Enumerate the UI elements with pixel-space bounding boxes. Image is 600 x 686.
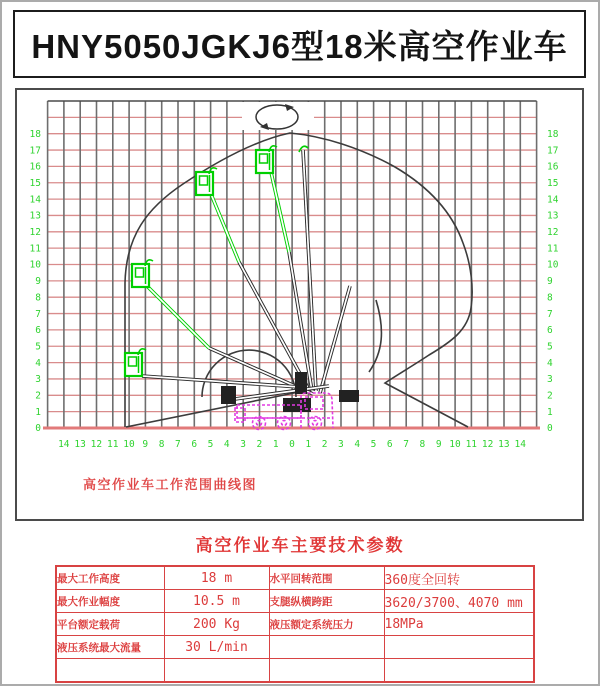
spec-table-row — [56, 636, 534, 659]
axis-tick-label: 1 — [35, 406, 41, 418]
axis-tick-label: 9 — [435, 439, 442, 450]
spec-label-cell: 平台额定载荷 — [56, 613, 164, 636]
axis-tick-label: 2 — [321, 439, 328, 450]
basket-icon — [256, 146, 277, 173]
spec-value-cell: 30 L/min — [164, 636, 269, 659]
axis-tick-label: 1 — [272, 439, 279, 450]
axis-tick-label: 13 — [74, 439, 86, 450]
axis-tick-label: 7 — [175, 439, 181, 450]
spec-value-cell: 3620/3700、4070 mm — [384, 590, 534, 613]
spec-table-title: 高空作业车主要技术参数 — [195, 536, 405, 555]
axis-tick-label: 16 — [29, 161, 41, 173]
boom-positions-layer — [142, 150, 350, 399]
axis-tick-label: 14 — [514, 439, 526, 450]
axis-tick-label: 15 — [29, 177, 41, 189]
axis-tick-label: 4 — [354, 439, 361, 450]
spec-table-row — [56, 590, 534, 613]
basket-icon — [132, 260, 153, 287]
axis-tick-label: 13 — [498, 439, 510, 450]
spec-value-cell — [164, 659, 269, 683]
axis-tick-label: 10 — [547, 259, 559, 271]
axis-tick-label: 1 — [547, 406, 553, 418]
rotation-indicator-icon — [242, 102, 314, 130]
spec-table-row — [56, 566, 534, 590]
axis-tick-label: 7 — [547, 308, 553, 320]
envelope-lower-left-limit — [126, 392, 299, 427]
boom-section-green — [211, 194, 239, 262]
axis-tick-label: 18 — [29, 128, 41, 140]
axis-tick-label: 14 — [547, 194, 559, 206]
axis-tick-label: 14 — [29, 194, 41, 206]
axis-tick-label: 12 — [547, 227, 559, 238]
spec-label-cell — [56, 659, 164, 683]
axis-tick-label: 4 — [223, 439, 230, 450]
axis-tick-label: 8 — [158, 439, 165, 450]
axis-tick-label: 16 — [547, 161, 559, 173]
axis-tick-label: 10 — [29, 259, 41, 271]
spec-label-cell — [269, 636, 384, 659]
axis-tick-label: 2 — [35, 390, 41, 402]
axis-tick-label: 8 — [547, 292, 553, 304]
axis-tick-label: 10 — [449, 439, 461, 450]
axis-tick-label: 12 — [90, 439, 103, 450]
axis-tick-label: 0 — [289, 439, 295, 450]
axis-tick-label: 5 — [207, 439, 214, 450]
axis-tick-label: 12 — [29, 227, 41, 238]
axis-tick-label: 13 — [29, 210, 41, 222]
axis-tick-label: 14 — [58, 439, 70, 450]
axis-tick-label: 11 — [465, 439, 478, 450]
axis-tick-label: 0 — [547, 423, 553, 435]
spec-value-cell: 18 m — [164, 566, 269, 590]
axis-tick-label: 17 — [29, 145, 41, 157]
axis-tick-label: 3 — [35, 374, 41, 386]
page-title: HNY5050JGKJ6型18米高空作业车 — [31, 27, 568, 65]
basket-icon — [125, 349, 146, 376]
axis-tick-label: 3 — [547, 374, 553, 386]
axis-tick-label: 2 — [256, 439, 263, 450]
axis-tick-label: 3 — [338, 439, 344, 450]
axis-tick-label: 3 — [240, 439, 246, 450]
turret-fan-arc — [369, 300, 381, 372]
spec-value-cell — [384, 659, 534, 683]
boom-section-green — [271, 172, 289, 252]
working-range-chart-panel — [15, 88, 584, 521]
axis-tick-label: 6 — [191, 439, 198, 450]
spec-table-row — [56, 659, 534, 683]
axis-tick-label: 8 — [35, 292, 41, 304]
spec-label-cell: 液压系统最大流量 — [56, 636, 164, 659]
axis-tick-label: 6 — [35, 325, 41, 337]
axis-tick-label: 1 — [305, 439, 312, 450]
spec-label-cell: 最大工作高度 — [56, 566, 164, 590]
spec-label-cell: 液压额定系统压力 — [269, 613, 384, 636]
spec-value-cell: 200 Kg — [164, 613, 269, 636]
chart-caption: 高空作业车工作范围曲线图 — [83, 477, 258, 492]
turret-dome-arc — [202, 350, 296, 397]
axis-tick-label: 11 — [547, 243, 559, 255]
axis-tick-label: 0 — [35, 423, 41, 435]
axis-tick-label: 4 — [547, 357, 553, 369]
axis-tick-label: 5 — [547, 341, 553, 353]
axis-tick-label: 13 — [547, 210, 559, 222]
spec-value-cell: 360度全回转 — [384, 566, 534, 590]
axis-tick-label: 18 — [547, 128, 559, 140]
spec-label-cell: 支腿纵横跨距 — [269, 590, 384, 613]
spec-label-cell — [269, 659, 384, 683]
axis-tick-label: 7 — [35, 308, 41, 320]
axis-tick-label: 11 — [106, 439, 119, 450]
axis-tick-label: 15 — [547, 177, 559, 189]
spec-value-cell — [384, 636, 534, 659]
axis-tick-label: 4 — [35, 357, 41, 369]
spec-table-row — [56, 613, 534, 636]
axis-tick-label: 5 — [370, 439, 377, 450]
axis-tick-label: 10 — [123, 439, 135, 450]
axis-tick-label: 7 — [403, 439, 409, 450]
axis-tick-label: 11 — [29, 243, 41, 255]
axis-tick-label: 2 — [547, 390, 553, 402]
axis-tick-label: 9 — [35, 276, 41, 288]
axis-tick-label: 5 — [35, 341, 41, 353]
spec-value-cell: 18MPa — [384, 613, 534, 636]
axis-tick-label: 17 — [547, 145, 559, 157]
spec-value-cell: 10.5 m — [164, 590, 269, 613]
basket-icon — [196, 168, 217, 195]
axis-tick-label: 6 — [386, 439, 393, 450]
axis-tick-label: 9 — [547, 276, 553, 288]
title-box — [13, 10, 586, 78]
working-range-diagram — [17, 90, 582, 519]
axis-tick-label: 8 — [419, 439, 426, 450]
spec-table — [55, 565, 535, 683]
spec-label-cell: 水平回转范围 — [269, 566, 384, 590]
axis-tick-label: 12 — [481, 439, 494, 450]
axis-tick-label: 9 — [142, 439, 149, 450]
axis-tick-label: 6 — [547, 325, 553, 337]
spec-label-cell: 最大作业幅度 — [56, 590, 164, 613]
